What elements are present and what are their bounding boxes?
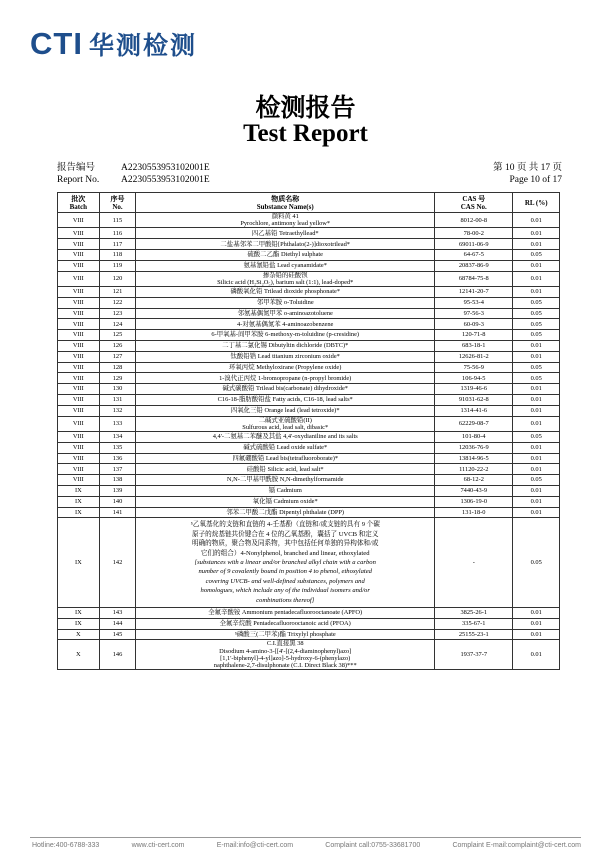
- cell-rl: 0.01: [513, 394, 560, 405]
- cell-no: 146: [99, 640, 136, 670]
- cell-batch: VIII: [58, 384, 100, 395]
- cell-no: 141: [99, 507, 136, 518]
- cell-substance: [136, 416, 435, 431]
- cell-no: 138: [99, 475, 136, 486]
- cell-cas: 1319-46-6: [435, 384, 513, 395]
- cell-substance: [136, 351, 435, 362]
- substance-name: 氨基氰铅盐 Lead cyanamidate*: [243, 262, 327, 270]
- substance-name: 邻苯二甲酸二戊酯 Dipentyl phthalate (DPP): [226, 508, 345, 516]
- cell-rl: 0.01: [513, 629, 560, 640]
- substance-name: 硅酸铅 Silicic acid, lead salt*: [246, 465, 324, 473]
- table-row: [58, 405, 560, 416]
- cell-batch: VIII: [58, 362, 100, 373]
- cell-substance: [136, 442, 435, 453]
- cell-no: 115: [99, 213, 136, 228]
- cell-batch: IX: [58, 496, 100, 507]
- cell-batch: VIII: [58, 260, 100, 271]
- table-row: [58, 475, 560, 486]
- cell-rl: 0.05: [513, 308, 560, 319]
- cell-cas: 95-53-4: [435, 297, 513, 308]
- cell-cas: -: [435, 518, 513, 608]
- cell-no: 123: [99, 308, 136, 319]
- cell-cas: 683-18-1: [435, 340, 513, 351]
- substance-name-cn: 二碱式亚硫酸铅(II): [258, 416, 312, 424]
- cell-substance: [136, 618, 435, 629]
- cell-batch: VIII: [58, 330, 100, 341]
- cell-rl: 0.01: [513, 384, 560, 395]
- cell-substance: [136, 431, 435, 442]
- cell-batch: VIII: [58, 351, 100, 362]
- substance-name: 钛酸铅锆 Lead titanium zirconium oxide*: [230, 353, 340, 361]
- table-row: [58, 453, 560, 464]
- cell-rl: 0.01: [513, 507, 560, 518]
- logo-brand: CTI: [30, 26, 83, 61]
- cell-rl: 0.01: [513, 239, 560, 250]
- cell-cas: 12141-20-7: [435, 287, 513, 298]
- cell-cas: 120-71-8: [435, 330, 513, 341]
- cell-substance: [136, 640, 435, 670]
- cell-cas: 7440-43-9: [435, 485, 513, 496]
- cell-batch: VIII: [58, 250, 100, 261]
- substance-name: 四氟硼酸铅 Lead bis(tetrafluoroborate)*: [232, 454, 339, 462]
- table-row: [58, 287, 560, 298]
- table-row: [58, 442, 560, 453]
- table-row: [58, 431, 560, 442]
- cell-no: 129: [99, 373, 136, 384]
- table-row: [58, 250, 560, 261]
- table-row: [58, 507, 560, 518]
- footer-web: www.cti-cert.com: [131, 842, 185, 849]
- table-row: [58, 351, 560, 362]
- substance-name: Sulfurous acid, lead salt, dibasic*: [242, 423, 329, 431]
- report-no-label-en: Report No.: [57, 175, 100, 185]
- cell-no: 124: [99, 319, 136, 330]
- cell-cas: 64-67-5: [435, 250, 513, 261]
- cell-no: 117: [99, 239, 136, 250]
- cell-batch: VIII: [58, 319, 100, 330]
- cell-rl: 0.05: [513, 431, 560, 442]
- substance-name: 二丁基二氯化锡 Dibutyltin dichloride (DBTC)*: [222, 342, 349, 350]
- header-substance: 物质名称 Substance Name(s): [136, 193, 435, 213]
- cell-no: 144: [99, 618, 136, 629]
- cell-substance: [136, 260, 435, 271]
- table-row: [58, 239, 560, 250]
- cell-cas: 101-80-4: [435, 431, 513, 442]
- cell-cas: 1314-41-6: [435, 405, 513, 416]
- header-rl: RL (%): [513, 193, 560, 213]
- substance-name: N,N-二甲基甲酰胺 N,N-dimethylformamide: [226, 476, 344, 484]
- footer-divider: [30, 837, 581, 838]
- cell-batch: VIII: [58, 431, 100, 442]
- substance-name: C16-18-脂肪酸铅盐 Fatty acids, C16-18, lead salts*: [217, 396, 353, 404]
- substance-name-cn: C.I.直接黑 38: [266, 640, 304, 648]
- cell-substance: [136, 340, 435, 351]
- substance-line: 原子的烷基链共价键合在 4 位的乙氧基酚，囊括了 UVCB 和定义: [191, 530, 379, 538]
- cell-cas: 131-18-0: [435, 507, 513, 518]
- cell-batch: VIII: [58, 308, 100, 319]
- footer-hotline: Hotline:400-6788-333: [32, 842, 100, 849]
- footer-complaint-call: Complaint call:0755-33681700: [325, 842, 421, 849]
- cell-cas: 11120-22-2: [435, 464, 513, 475]
- header-cas: CAS 号 CAS No.: [435, 193, 513, 213]
- cell-substance: [136, 453, 435, 464]
- cell-cas: 69011-06-9: [435, 239, 513, 250]
- table-row: [58, 319, 560, 330]
- cell-no: 130: [99, 384, 136, 395]
- cell-substance: [136, 271, 435, 286]
- substance-name2: [1,1'-biphenyl]-4-yl]azo]-5-hydroxy-6-(phenylazo): [220, 654, 351, 662]
- title-cn: 检测报告: [255, 93, 356, 122]
- cell-no: 135: [99, 442, 136, 453]
- cell-rl: 0.01: [513, 464, 560, 475]
- cell-no: 145: [99, 629, 136, 640]
- substance-name: 四氧化三铅 Orange lead (lead tetroxide)*: [230, 407, 340, 415]
- substance-name: 硫酸二乙酯 Diethyl sulphate: [247, 251, 324, 259]
- table-row: [58, 362, 560, 373]
- cell-substance: [136, 297, 435, 308]
- substance-name: 磷酸氧化铅 Trilead dioxide phosphonate*: [230, 288, 341, 296]
- cell-no: 118: [99, 250, 136, 261]
- cell-substance: [136, 475, 435, 486]
- table-row: [58, 213, 560, 228]
- table-row: [58, 260, 560, 271]
- cell-rl: 0.01: [513, 496, 560, 507]
- cell-cas: 1937-37-7: [435, 640, 513, 670]
- substance-line-italic: [substances with a linear and/or branched alkyl chain with a carbon: [194, 558, 376, 566]
- report-no-value-cn: A2230553953102001E: [121, 163, 210, 173]
- cell-batch: VIII: [58, 405, 100, 416]
- report-no-value-en: A2230553953102001E: [121, 175, 210, 185]
- cell-substance: [136, 308, 435, 319]
- footer-complaint-email: Complaint E-mail:complaint@cti-cert.com: [452, 842, 581, 849]
- substance-name: 二盐基邻苯二甲酸铅[Phthalato(2-)]dioxotrilead*: [220, 240, 350, 248]
- cell-substance: [136, 496, 435, 507]
- cell-rl: 0.01: [513, 608, 560, 619]
- cell-no: 116: [99, 228, 136, 239]
- table-row: [58, 394, 560, 405]
- cell-substance: [136, 405, 435, 416]
- substance-table: [57, 192, 560, 670]
- substance-name: 4,4'-二氨基二苯醚及其盐 4,4'-oxydianiline and its salts: [212, 433, 358, 441]
- substance-name: ⁵磷酸三(二甲苯)酯 Trixylyl phosphate: [234, 630, 336, 638]
- substance-name: 环氧丙烷 Methyloxirane (Propylene oxide): [229, 363, 342, 371]
- cell-no: 127: [99, 351, 136, 362]
- cell-rl: 0.01: [513, 640, 560, 670]
- cell-substance: [136, 629, 435, 640]
- cell-batch: VIII: [58, 297, 100, 308]
- cell-rl: 0.05: [513, 518, 560, 608]
- cell-batch: VIII: [58, 475, 100, 486]
- substance-name: 4-对氨基偶氮苯 4-aminoazobenzene: [237, 320, 334, 328]
- cell-cas: 75-56-9: [435, 362, 513, 373]
- cell-substance: [136, 239, 435, 250]
- cell-substance: [136, 319, 435, 330]
- cell-no: 122: [99, 297, 136, 308]
- cell-no: 136: [99, 453, 136, 464]
- substance-line: 它们的组合）4-Nonylphenol, branched and linear, ethoxylated: [200, 549, 370, 557]
- cell-no: 134: [99, 431, 136, 442]
- table-row: [58, 297, 560, 308]
- cell-batch: VIII: [58, 442, 100, 453]
- substance-name: 氧化镉 Cadmium oxide*: [252, 498, 318, 506]
- cell-rl: 0.05: [513, 373, 560, 384]
- substance-name3: naphthalene-2,7-disulphonate (C.I. Direct Black 38)***: [213, 662, 357, 669]
- cell-no: 121: [99, 287, 136, 298]
- cell-batch: IX: [58, 608, 100, 619]
- page-en: Page 10 of 17: [509, 175, 562, 185]
- cell-rl: 0.01: [513, 351, 560, 362]
- cell-no: 119: [99, 260, 136, 271]
- cell-batch: IX: [58, 485, 100, 496]
- cell-batch: IX: [58, 618, 100, 629]
- substance-name: 全氟辛酸铵 Ammonium pentadecafluorooctanoate (APFO): [208, 609, 363, 617]
- cell-cas: 335-67-1: [435, 618, 513, 629]
- cell-rl: 0.01: [513, 485, 560, 496]
- cell-rl: 0.01: [513, 340, 560, 351]
- substance-name: 碱式碳酸铅 Trilead bis(carbonate) dihydroxide*: [222, 385, 349, 393]
- cell-batch: VIII: [58, 340, 100, 351]
- title-en: Test Report: [243, 120, 368, 147]
- cell-rl: 0.01: [513, 260, 560, 271]
- substance-name: 6-甲氧基-间甲苯胺 6-methoxy-m-toluidine (p-cresidine): [211, 331, 360, 339]
- substance-name: 四乙基铅 Tetraethyllead*: [251, 229, 319, 237]
- table-row: [58, 308, 560, 319]
- cell-no: 133: [99, 416, 136, 431]
- cell-no: 142: [99, 518, 136, 608]
- table-row: [58, 271, 560, 286]
- table-row: [58, 464, 560, 475]
- cell-batch: IX: [58, 518, 100, 608]
- table-row: [58, 373, 560, 384]
- cell-no: 132: [99, 405, 136, 416]
- logo-cn: 华测检测: [88, 31, 197, 60]
- cell-substance: [136, 507, 435, 518]
- substance-name-cn: 掺杂铅的硅酸钡: [262, 271, 308, 279]
- table-row: [58, 518, 560, 608]
- cell-no: 125: [99, 330, 136, 341]
- substance-name: 邻氨基偶氮甲苯 o-aminoazotoluene: [237, 309, 333, 317]
- cell-rl: 0.05: [513, 250, 560, 261]
- page-number-block: [493, 162, 562, 186]
- cell-rl: 0.01: [513, 405, 560, 416]
- cell-substance: [136, 608, 435, 619]
- cell-batch: X: [58, 629, 100, 640]
- cell-substance: [136, 287, 435, 298]
- substance-line-italic: combinations thereof]: [256, 596, 315, 604]
- cell-substance: [136, 518, 435, 608]
- table-row: [58, 485, 560, 496]
- table-row: [58, 330, 560, 341]
- header-batch: 批次 Batch: [58, 193, 100, 213]
- cell-cas: 1306-19-0: [435, 496, 513, 507]
- table-row: [58, 608, 560, 619]
- cell-no: 140: [99, 496, 136, 507]
- cell-no: 126: [99, 340, 136, 351]
- cell-rl: 0.01: [513, 287, 560, 298]
- cell-batch: VIII: [58, 464, 100, 475]
- substance-name: 碱式硫酸铅 Lead oxide sulfate*: [243, 444, 328, 452]
- substance-line-italic: homologues, which include any of the individual isomers and/or: [200, 587, 370, 595]
- cell-no: 120: [99, 271, 136, 286]
- table-row: [58, 340, 560, 351]
- table-row: [58, 629, 560, 640]
- cell-cas: 3825-26-1: [435, 608, 513, 619]
- footer-email: E-mail:info@cti-cert.com: [216, 842, 294, 849]
- cell-batch: VIII: [58, 271, 100, 286]
- cell-cas: 97-56-3: [435, 308, 513, 319]
- cell-rl: 0.05: [513, 362, 560, 373]
- company-logo: [30, 26, 197, 62]
- table-row: [58, 496, 560, 507]
- cell-cas: 106-94-5: [435, 373, 513, 384]
- cell-rl: 0.01: [513, 271, 560, 286]
- cell-substance: [136, 373, 435, 384]
- table-row: [58, 640, 560, 670]
- substance-line-italic: covering UVCB- and well-defined substances, polymers and: [205, 577, 365, 585]
- header-no: 序号 No.: [99, 193, 136, 213]
- table-row: [58, 228, 560, 239]
- cell-batch: IX: [58, 507, 100, 518]
- cell-rl: 0.05: [513, 330, 560, 341]
- table-row: [58, 416, 560, 431]
- cell-no: 139: [99, 485, 136, 496]
- cell-rl: 0.01: [513, 453, 560, 464]
- cell-cas: 8012-00-8: [435, 213, 513, 228]
- substance-name-cn: 颜料黄 41: [271, 213, 299, 220]
- table-row: [58, 618, 560, 629]
- cell-rl: 0.01: [513, 213, 560, 228]
- cell-rl: 0.05: [513, 475, 560, 486]
- footer: [32, 842, 581, 849]
- cell-cas: 68-12-2: [435, 475, 513, 486]
- substance-line: ⁵乙氧基化的支链和直链的 4-壬基酚（直链和/或支链的具有 9 个碳: [190, 521, 380, 529]
- substance-name: 全氟辛烷酸 Pentadecafluorooctanoic acid (PFOA): [219, 620, 351, 628]
- cell-no: 128: [99, 362, 136, 373]
- cell-cas: 12626-81-2: [435, 351, 513, 362]
- cell-batch: VIII: [58, 453, 100, 464]
- cell-batch: VIII: [58, 239, 100, 250]
- cell-cas: 91031-62-8: [435, 394, 513, 405]
- cell-rl: 0.01: [513, 442, 560, 453]
- cell-cas: 12036-76-9: [435, 442, 513, 453]
- cell-substance: [136, 330, 435, 341]
- cell-rl: 0.05: [513, 319, 560, 330]
- cell-cas: 13814-96-5: [435, 453, 513, 464]
- cell-substance: [136, 394, 435, 405]
- substance-name: 邻甲苯胺 o-Toluidine: [256, 299, 314, 307]
- cell-rl: 0.01: [513, 416, 560, 431]
- cell-rl: 0.01: [513, 618, 560, 629]
- substance-name: Silicic acid (H₂Si₂O₅), barium salt (1:1), lead-doped*: [217, 278, 354, 286]
- substance-name: Pyrochlore, antimony lead yellow*: [240, 220, 331, 228]
- table-header-row: [58, 193, 560, 213]
- cell-batch: X: [58, 640, 100, 670]
- cell-rl: 0.01: [513, 228, 560, 239]
- cell-substance: [136, 485, 435, 496]
- cell-no: 137: [99, 464, 136, 475]
- cell-substance: [136, 213, 435, 228]
- cell-batch: VIII: [58, 394, 100, 405]
- cell-no: 131: [99, 394, 136, 405]
- cell-substance: [136, 250, 435, 261]
- cell-cas: 68784-75-8: [435, 271, 513, 286]
- substance-name: 镉 Cadmium: [268, 487, 302, 495]
- cell-cas: 20837-86-9: [435, 260, 513, 271]
- cell-batch: VIII: [58, 228, 100, 239]
- cell-batch: VIII: [58, 373, 100, 384]
- cell-rl: 0.05: [513, 297, 560, 308]
- cell-batch: VIII: [58, 287, 100, 298]
- cell-no: 143: [99, 608, 136, 619]
- cell-batch: VIII: [58, 213, 100, 228]
- cell-cas: 62229-08-7: [435, 416, 513, 431]
- report-no-label-cn: 报告编号: [57, 163, 96, 173]
- substance-line-italic: number of 9 covalently bound in position 4 to phenol, ethoxylated: [198, 568, 372, 576]
- cell-batch: VIII: [58, 416, 100, 431]
- cell-substance: [136, 464, 435, 475]
- cell-substance: [136, 384, 435, 395]
- cell-cas: 25155-23-1: [435, 629, 513, 640]
- cell-substance: [136, 228, 435, 239]
- cell-substance: [136, 362, 435, 373]
- page-cn: 第 10 页 共 17 页: [493, 163, 562, 173]
- substance-name: Disodium 4-amino-3-[[4'-[(2,4-diaminophenyl)azo]: [219, 647, 352, 655]
- table-row: [58, 384, 560, 395]
- report-number-block: [57, 162, 210, 186]
- cell-cas: 78-00-2: [435, 228, 513, 239]
- substance-line: 明确的物质，聚合物及同系物，其中包括任何单独的异构体和/或: [191, 540, 379, 548]
- cell-cas: 60-09-3: [435, 319, 513, 330]
- substance-name: 1-溴代正丙烷 1-bromopropane (n-propyl bromide): [219, 374, 352, 382]
